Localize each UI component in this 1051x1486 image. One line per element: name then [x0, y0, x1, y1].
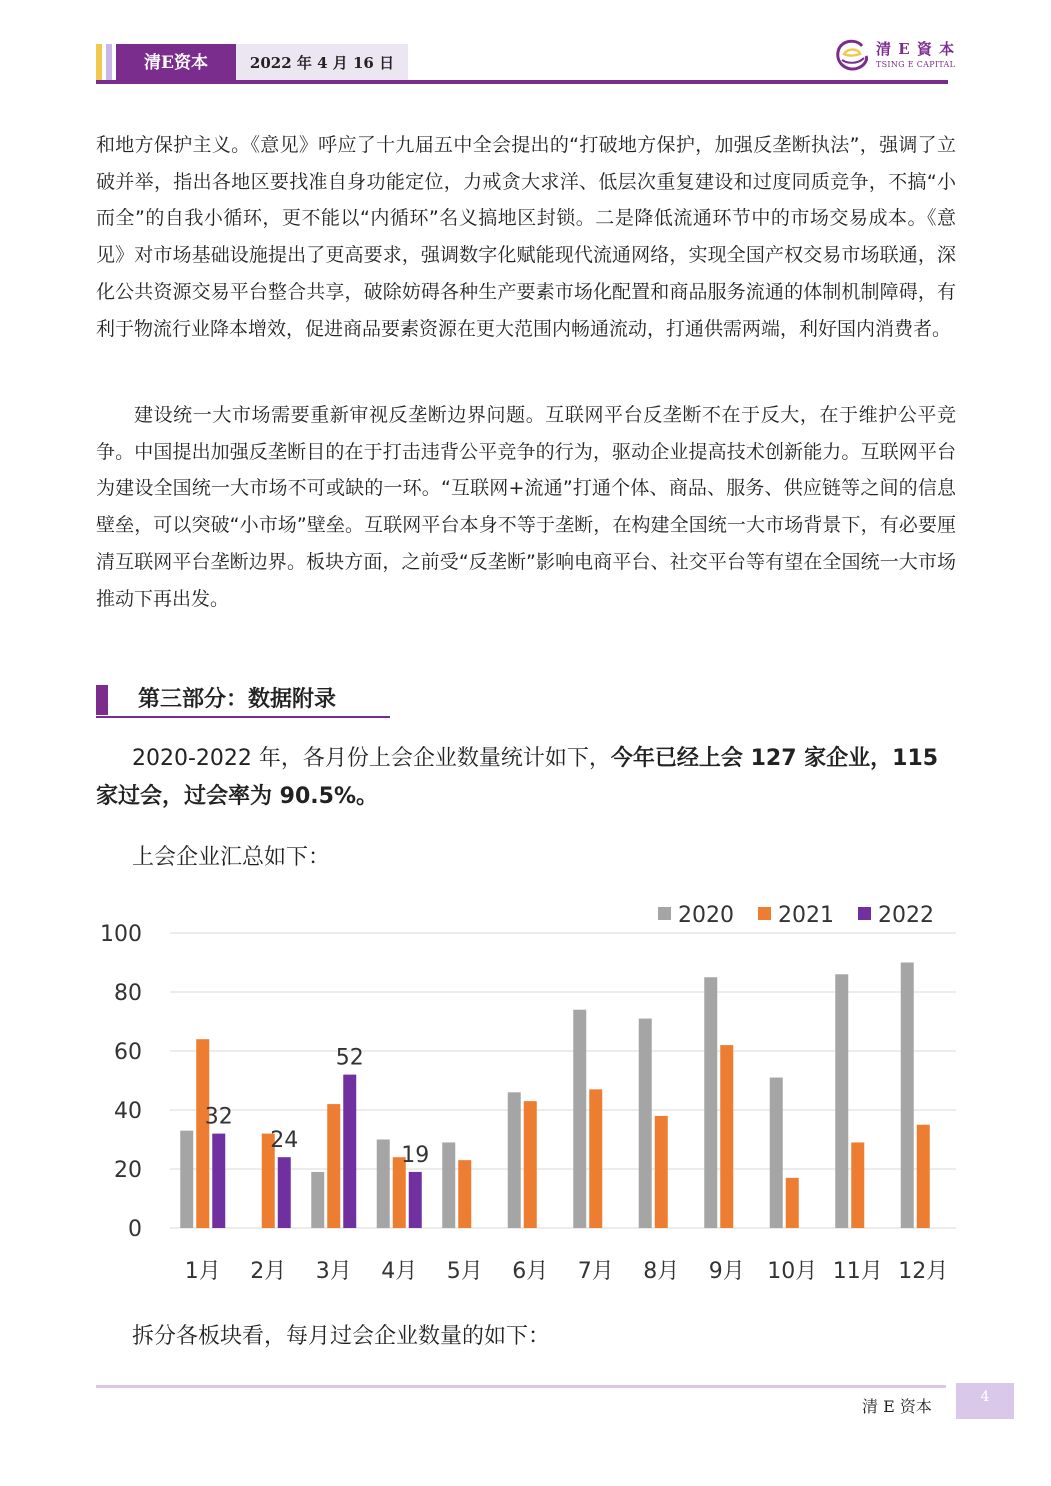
chart-bars — [180, 963, 930, 1229]
x-tick-label: 2月 — [250, 1259, 287, 1284]
brand-logo-icon — [830, 34, 874, 78]
header-brand: 清E资本 — [116, 44, 236, 82]
section-heading — [96, 682, 390, 718]
bar-2021-5 — [458, 1160, 471, 1228]
x-tick-label: 12月 — [898, 1259, 949, 1284]
data-label: 32 — [204, 1104, 233, 1130]
x-tick-label: 3月 — [315, 1259, 352, 1284]
header-accent-lilac — [106, 44, 112, 82]
logo-subtitle: TSING E CAPITAL — [876, 60, 956, 69]
x-tick-label: 11月 — [832, 1259, 883, 1284]
chart-svg — [90, 895, 970, 1295]
y-tick-label: 80 — [114, 981, 142, 1006]
bar-2022-1 — [212, 1134, 225, 1228]
x-tick-label: 9月 — [708, 1259, 745, 1284]
bar-2021-9 — [720, 1045, 733, 1228]
bar-2021-8 — [655, 1116, 668, 1228]
x-tick-label: 4月 — [381, 1259, 418, 1284]
data-label: 24 — [270, 1128, 299, 1154]
bar-2021-7 — [589, 1089, 602, 1228]
x-tick-label: 7月 — [577, 1259, 614, 1284]
footer-brand: 清 E 资本 — [862, 1397, 932, 1416]
y-tick-label: 100 — [100, 922, 142, 947]
bar-2020-6 — [508, 1092, 521, 1228]
bar-2020-9 — [704, 977, 717, 1228]
x-tick-label: 6月 — [512, 1259, 549, 1284]
bar-2022-2 — [278, 1157, 291, 1228]
bar-2021-12 — [917, 1125, 930, 1228]
stats-bold-1: 今年已经上会 127 家企业， — [610, 746, 893, 771]
paragraph-2: 建设统一大市场需要重新审视反垄断边界问题。互联网平台反垄断不在于反大，在于维护公平竞争。中国提出加强反垄断目的在于打击违背公平竞争的行为，驱动企业提高技术创新能力。互联网平台为建设全国统一大市场不可或缺的一环。“互联网+流通”打通个体、商品、服务、供应链等之间的信息壁垒，可以突破“小市场”壁垒。互联网平台本身不等于垄断，在构建全国统一大市场背景下，有必要厘清互联网平台垄断边界。板块方面，之前受“反垄断”影响电商平台、社交平台等有望在全国统一大市场推动下再出发。 — [96, 404, 956, 610]
x-tick-label: 10月 — [767, 1259, 818, 1284]
header-accent-yellow — [96, 44, 102, 82]
summary-label: 上会企业汇总如下： — [132, 845, 331, 870]
footer-rule — [96, 1385, 946, 1388]
bar-2020-3 — [311, 1172, 324, 1228]
bar-2020-11 — [835, 974, 848, 1228]
section-marker — [96, 685, 108, 715]
paragraph-1: 和地方保护主义。《意见》呼应了十九届五中全会提出的“打破地方保护，加强反垄断执法”，强调了立破并举，指出各地区要找准自身功能定位，力戒贪大求洋、低层次重复建设和过度同质竞争，不搞“小而全”的自我小循环，更不能以“内循环”名义搞地区封锁。二是降低流通环节中的市场交易成本。《意见》对市场基础设施提出了更高要求，强调数字化赋能现代流通网络，实现全国产权交易市场联通，深化公共资源交易平台整合共享，破除妨碍各种生产要素市场化配置和商品服务流通的体制机制障碍，有利于物流行业降本增效，促进商品要素资源在更大范围内畅通流动，打通供需两端，利好国内消费者。 — [96, 134, 956, 340]
data-label: 19 — [401, 1142, 430, 1168]
legend-swatch-2022 — [858, 907, 871, 920]
bar-2020-8 — [639, 1019, 652, 1228]
legend-label-2020: 2020 — [678, 903, 734, 928]
y-tick-label: 0 — [128, 1217, 142, 1242]
split-label: 拆分各板块看，每月过会企业数量的如下： — [132, 1324, 551, 1349]
stats-normal: 2020-2022 年，各月份上会企业数量统计如下， — [132, 746, 611, 771]
bar-2020-1 — [180, 1131, 193, 1228]
y-tick-label: 20 — [114, 1158, 142, 1183]
chart-legend — [658, 903, 934, 928]
bar-2022-3 — [343, 1075, 356, 1228]
x-tick-label: 5月 — [446, 1259, 483, 1284]
x-tick-label: 8月 — [643, 1259, 680, 1284]
bar-2020-12 — [901, 963, 914, 1229]
legend-label-2022: 2022 — [878, 903, 934, 928]
bar-2021-1 — [196, 1039, 209, 1228]
page-number: 4 — [956, 1383, 1014, 1419]
bar-2020-4 — [377, 1140, 390, 1229]
listing-count-chart — [90, 895, 970, 1299]
legend-label-2021: 2021 — [778, 903, 834, 928]
brand-logo — [830, 34, 956, 78]
stats-bold-2: 115 家过会，过会率为 90.5%。 — [96, 746, 939, 809]
bar-2021-6 — [524, 1101, 537, 1228]
section-underline — [96, 716, 390, 718]
bar-2022-4 — [409, 1172, 422, 1228]
legend-swatch-2020 — [658, 907, 671, 920]
y-tick-label: 40 — [114, 1099, 142, 1124]
stats-paragraph — [96, 740, 956, 816]
bar-2021-3 — [327, 1104, 340, 1228]
data-label: 52 — [335, 1045, 364, 1071]
logo-name: 清 E 資 本 — [876, 40, 956, 58]
x-tick-label: 1月 — [184, 1259, 221, 1284]
header-rule — [96, 80, 948, 84]
bar-2021-11 — [851, 1142, 864, 1228]
bar-2021-10 — [786, 1178, 799, 1228]
bar-2020-7 — [573, 1010, 586, 1228]
bar-2020-5 — [442, 1142, 455, 1228]
legend-swatch-2021 — [758, 907, 771, 920]
y-tick-label: 60 — [114, 1040, 142, 1065]
section-title: 第三部分：数据附录 — [138, 687, 337, 712]
bar-2020-10 — [770, 1078, 783, 1228]
header-date: 2022 年 4 月 16 日 — [236, 44, 408, 82]
